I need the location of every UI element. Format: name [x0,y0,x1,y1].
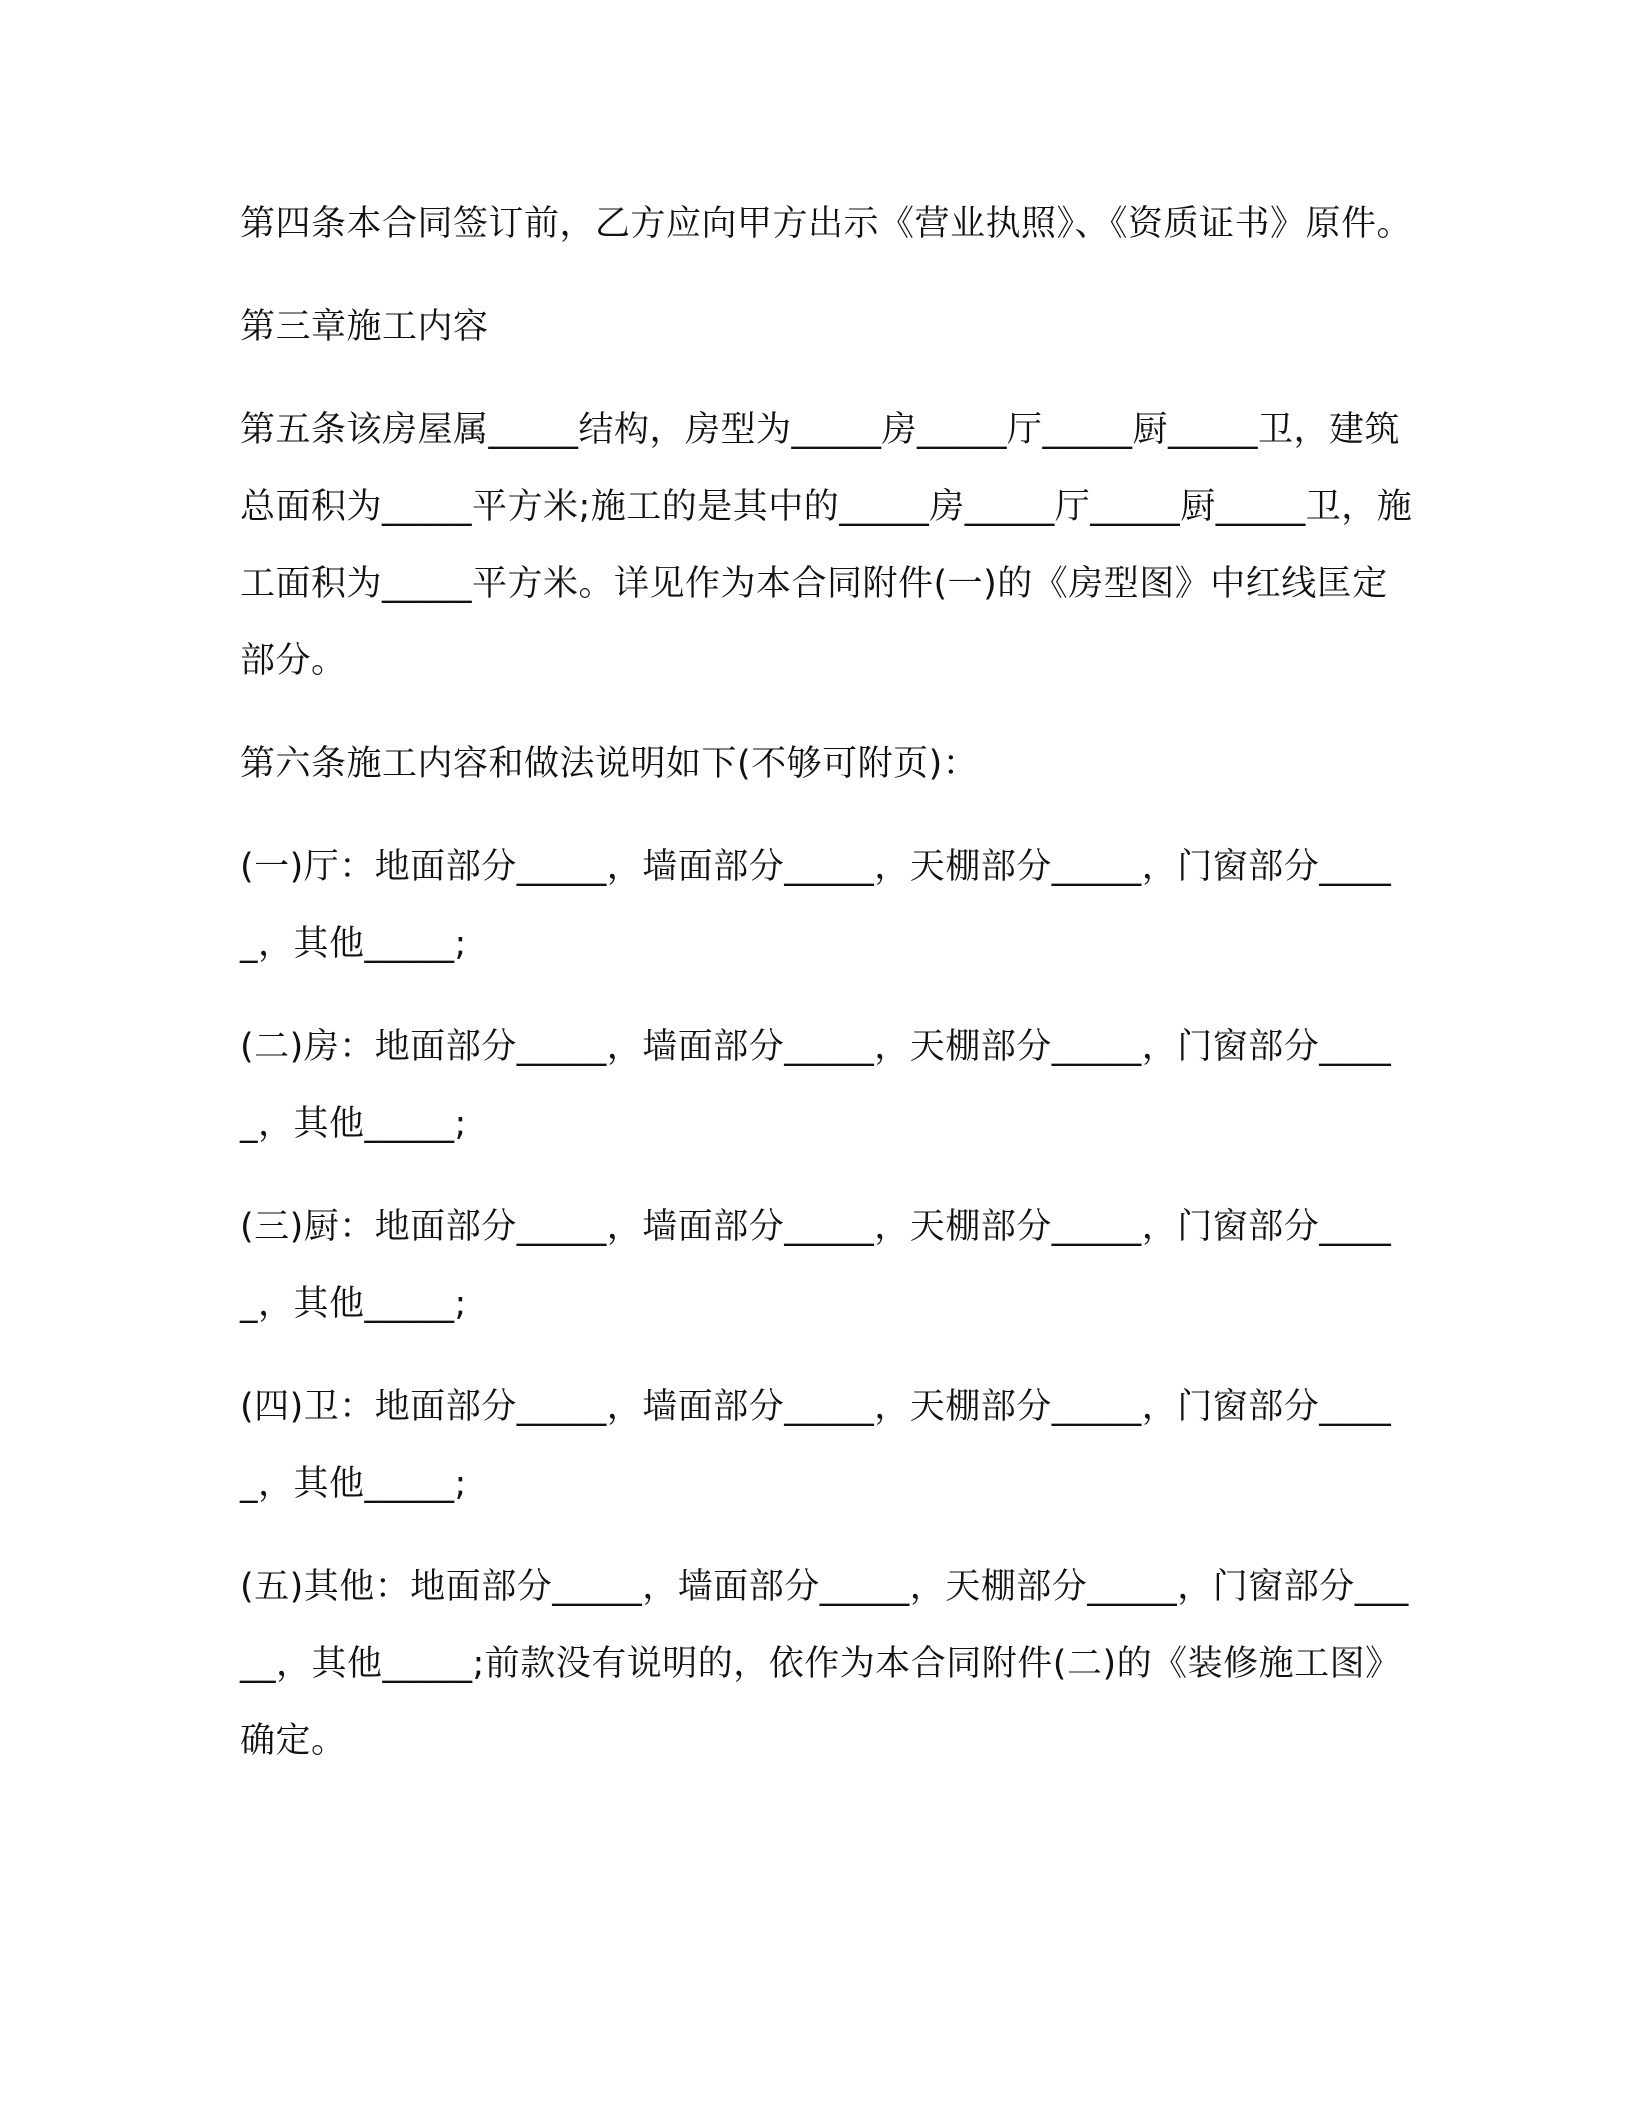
document-body [240,186,1420,1806]
item-hall-paragraph: (一)厅：地面部分_____，墙面部分_____，天棚部分_____，门窗部分_____，其他_____; [240,847,1392,964]
article-6-paragraph: 第六条施工内容和做法说明如下(不够可附页)： [240,744,979,784]
item-other-paragraph: (五)其他：地面部分_____，墙面部分_____，天棚部分_____，门窗部分_____，其他_____;前款没有说明的，依作为本合同附件(二)的《装修施工图》确定。 [240,1567,1409,1761]
item-room-paragraph: (二)房：地面部分_____，墙面部分_____，天棚部分_____，门窗部分_____，其他_____; [240,1027,1392,1144]
item-kitchen-paragraph: (三)厨：地面部分_____，墙面部分_____，天棚部分_____，门窗部分_____，其他_____; [240,1207,1392,1324]
chapter-3-heading: 第三章施工内容 [240,307,489,347]
article-4-paragraph: 第四条本合同签订前，乙方应向甲方出示《营业执照》、《资质证书》原件。 [240,204,1413,244]
item-bathroom-paragraph: (四)卫：地面部分_____，墙面部分_____，天棚部分_____，门窗部分_____，其他_____; [240,1387,1392,1504]
article-5-paragraph: 第五条该房屋属_____结构，房型为_____房_____厅_____厨_____卫，建筑总面积为_____平方米;施工的是其中的_____房_____厅_____厨_____卫，施工面积为_____平方米。详见作为本合同附件(一)的《房型图》中红线匡定部分。 [240,410,1413,681]
